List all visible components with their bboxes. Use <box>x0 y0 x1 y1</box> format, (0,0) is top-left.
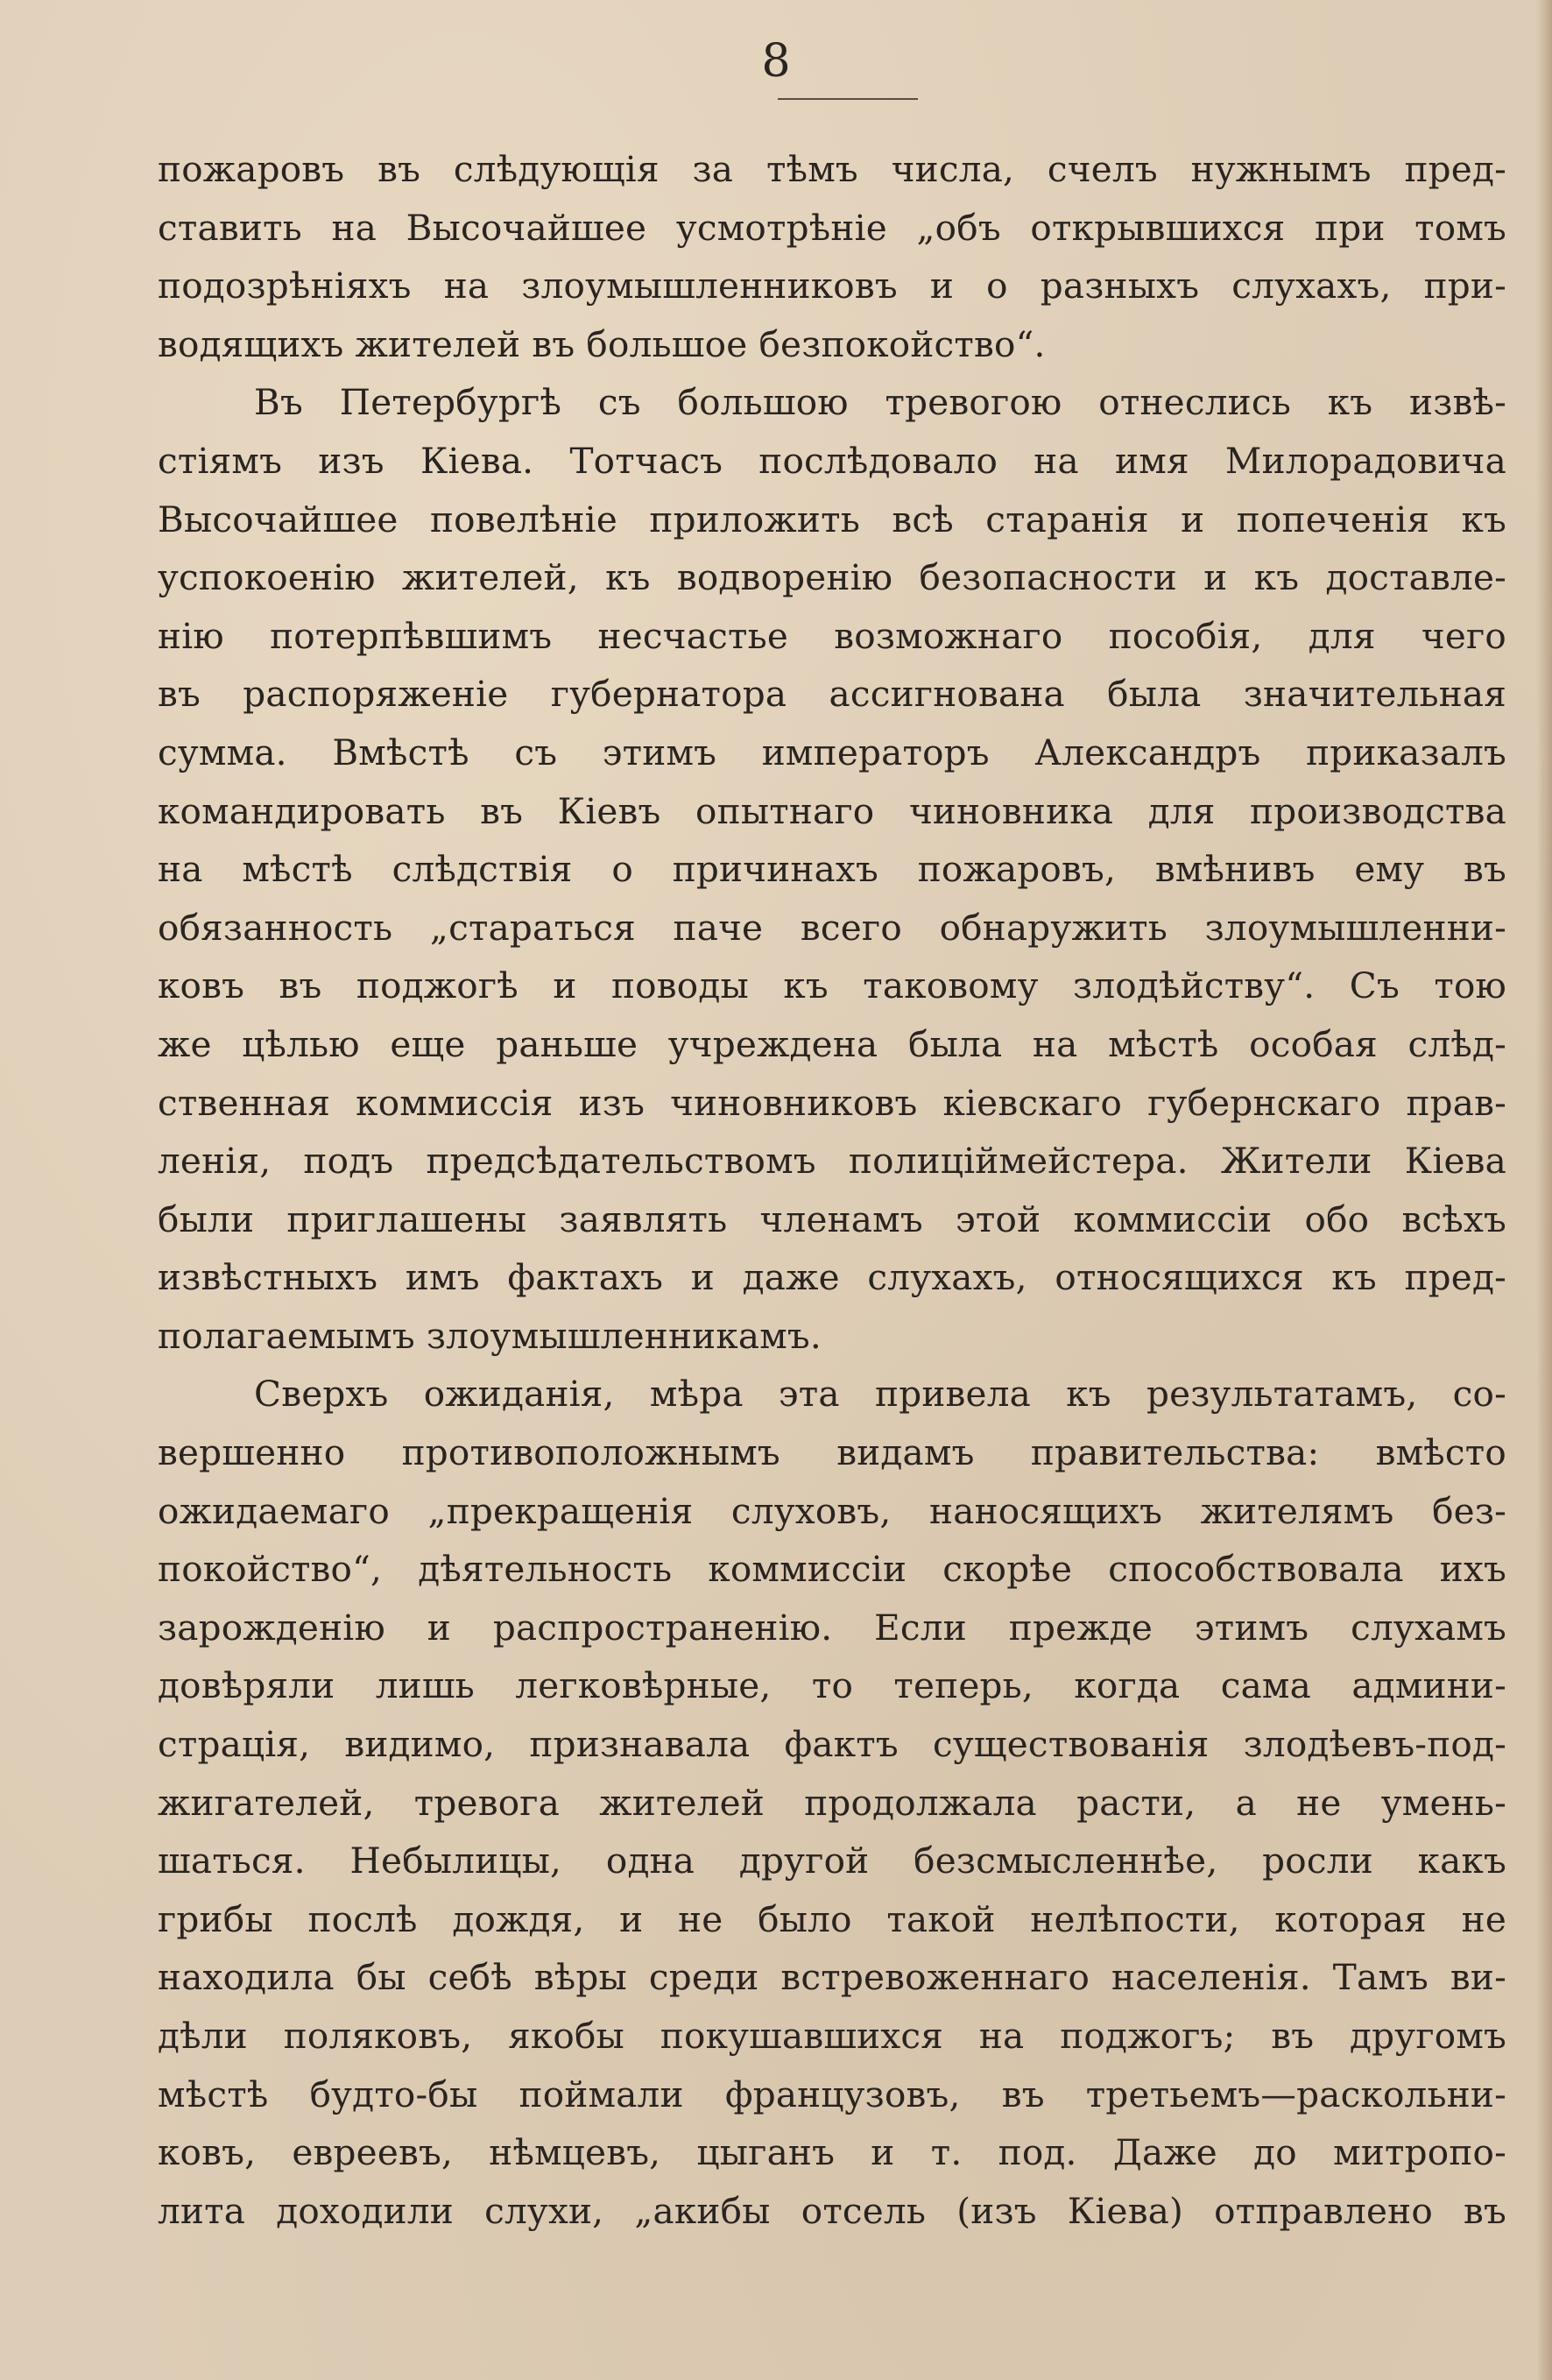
text-line: жигателей, тревога жителей продолжала расти, а не умень- <box>158 1781 1506 1824</box>
text-line: же цѣлью еще раньше учреждена была на мѣстѣ особая слѣд- <box>158 1022 1506 1065</box>
text-line: лита доходили слухи, „акибы отсель (изъ Кіева) отправлено въ <box>158 2189 1506 2232</box>
text-line: подозрѣніяхъ на злоумышленниковъ и о разныхъ слухахъ, при- <box>158 265 1506 307</box>
page-edge-shadow <box>1536 0 1552 2380</box>
text-line: довѣряли лишь легковѣрные, то теперь, когда сама админи- <box>158 1664 1506 1707</box>
text-line: успокоенію жителей, къ водворенію безопасности и къ доставле- <box>158 556 1506 599</box>
text-line: грибы послѣ дождя, и не было такой нелѣпости, которая не <box>158 1897 1506 1940</box>
text-line: ковъ въ поджогѣ и поводы къ таковому злодѣйству“. Съ тою <box>158 964 1506 1007</box>
text-line: сумма. Вмѣстѣ съ этимъ императоръ Александръ приказалъ <box>158 731 1506 773</box>
text-line: нію потерпѣвшимъ несчастье возможнаго пособія, для чего <box>158 614 1506 657</box>
text-line: на мѣстѣ слѣдствія о причинахъ пожаровъ, вмѣнивъ ему въ <box>158 848 1506 891</box>
text-line: ковъ, евреевъ, нѣмцевъ, цыганъ и т. под. Даже до митропо- <box>158 2131 1506 2174</box>
text-line: ожидаемаго „прекращенія слуховъ, наносящихъ жителямъ без- <box>158 1489 1506 1532</box>
text-line: шаться. Небылицы, одна другой безсмысленнѣе, росли какъ <box>158 1840 1506 1882</box>
text-line: пожаровъ въ слѣдующія за тѣмъ числа, счелъ нужнымъ пред- <box>158 148 1506 190</box>
text-line: ственная коммиссія изъ чиновниковъ кіевскаго губернскаго прав- <box>158 1081 1506 1124</box>
text-line: зарожденію и распространенію. Если прежде этимъ слухамъ <box>158 1606 1506 1649</box>
text-line: дѣли поляковъ, якобы покушавшихся на поджогъ; въ другомъ <box>158 2015 1506 2057</box>
text-line: полагаемымъ злоумышленникамъ. <box>158 1314 822 1357</box>
text-line: ставить на Высочайшее усмотрѣніе „объ открывшихся при томъ <box>158 206 1506 249</box>
text-line: были приглашены заявлять членамъ этой коммиссіи обо всѣхъ <box>158 1197 1506 1240</box>
text-line: Въ Петербургѣ съ большою тревогою отнеслись къ извѣ- <box>254 381 1506 424</box>
text-line: водящихъ жителей въ большое безпокойство“. <box>158 322 1046 365</box>
text-line: обязанность „стараться паче всего обнаружить злоумышленни- <box>158 906 1506 949</box>
body-text <box>158 140 1506 2240</box>
text-line: стіямъ изъ Кіева. Тотчасъ послѣдовало на имя Милорадовича <box>158 439 1506 482</box>
text-line: командировать въ Кіевъ опытнаго чиновника для производства <box>158 789 1506 832</box>
text-line: ленія, подъ предсѣдательствомъ полиціймейстера. Жители Кіева <box>158 1140 1506 1183</box>
text-line: мѣстѣ будто-бы поймали французовъ, въ третьемъ—раскольни- <box>158 2073 1506 2115</box>
text-line: въ распоряженіе губернатора ассигнована была значительная <box>158 673 1506 716</box>
text-line: покойство“, дѣятельность коммиссіи скорѣе способствовала ихъ <box>158 1548 1506 1591</box>
text-line: страція, видимо, признавала фактъ существованія злодѣевъ-под- <box>158 1723 1506 1766</box>
page-number: 8 <box>761 35 791 88</box>
text-line: Высочайшее повелѣніе приложить всѣ старанія и попеченія къ <box>158 498 1506 540</box>
text-line: вершенно противоположнымъ видамъ правительства: вмѣсто <box>158 1431 1506 1474</box>
header-rule <box>778 98 918 100</box>
text-line: извѣстныхъ имъ фактахъ и даже слухахъ, относящихся къ пред- <box>158 1256 1506 1299</box>
text-line: находила бы себѣ вѣры среди встревоженнаго населенія. Тамъ ви- <box>158 1956 1506 1999</box>
text-line: Сверхъ ожиданія, мѣра эта привела къ результатамъ, со- <box>254 1373 1506 1416</box>
